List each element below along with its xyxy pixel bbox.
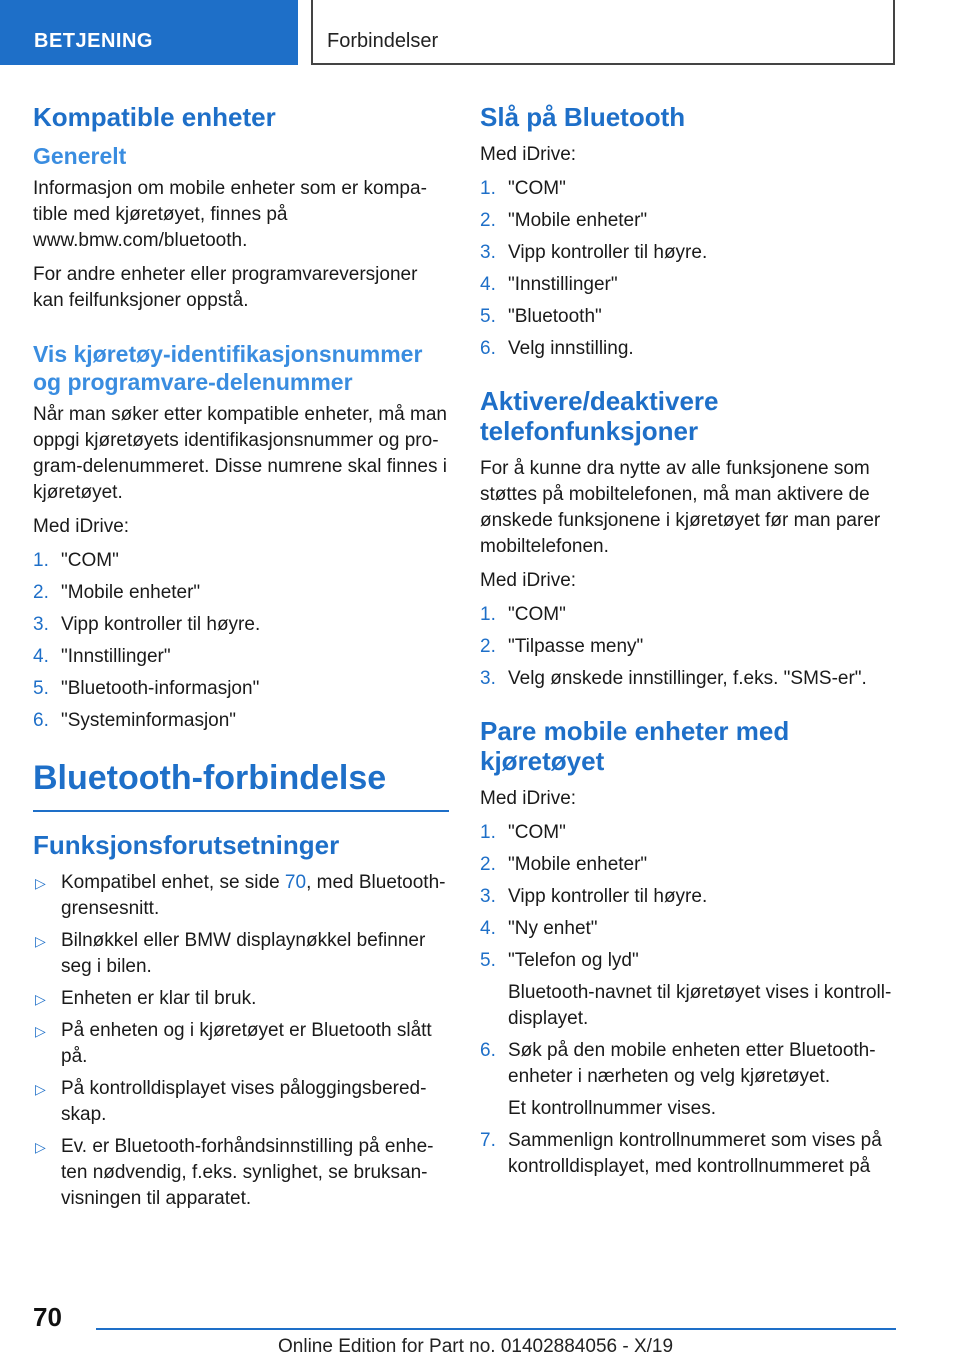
list-item [33,1134,449,1212]
list-item [480,666,896,692]
list-item [33,708,449,734]
list-item [33,676,449,702]
step-number: 4. [33,646,49,667]
vin-paragraph-2: Med iDrive: [33,516,130,537]
step-number: 1. [33,550,49,571]
step-text: Søk på den mobile enheten etter Bluetooth-enheter i nærheten og velg kjøretøyet. [508,1040,876,1087]
prereq-text: , med Bluetooth-grensesnitt. [61,872,446,919]
triangle-bullet-icon: ▷ [35,933,46,949]
step-number: 1. [480,604,496,625]
step-text: Vipp kontroller til høyre. [508,886,708,907]
triangle-bullet-icon: ▷ [35,1023,46,1039]
pair-step-6-note: Et kontrollnummer vises. [508,1098,717,1119]
step-number: 4. [480,918,496,939]
step-text: "Mobile enheter" [508,210,648,231]
prereq-text: Enheten er klar til bruk. [61,988,257,1009]
heading-general: Generelt [33,143,127,169]
step-text: "Ny enhet" [508,918,598,939]
step-text: "COM" [508,604,566,625]
general-paragraph-1: Informasjon om mobile enheter som er kompatible med kjøretøyet, finnes på www.bmw.com/bluetooth. [33,178,427,251]
left-column [33,102,449,1218]
phone-steps-list [480,602,896,692]
list-item [33,548,449,574]
list-item [480,208,896,234]
footer-edition: Online Edition for Part no. 01402884056 - X/19 [278,1336,674,1357]
step-number: 5. [33,678,49,699]
list-item [480,272,896,298]
step-text: "Telefon og lyd" [508,950,639,971]
prereq-text: På kontrolldisplayet vises påloggingsberedskap. [61,1078,427,1125]
page-link[interactable]: 70 [284,872,307,893]
step-number: 6. [33,710,49,731]
step-number: 2. [480,636,496,657]
step-number: 1. [480,822,496,843]
step-text: Velg ønskede innstillinger, f.eks. "SMS-er". [508,668,867,689]
bton-paragraph: Med iDrive: [480,144,577,165]
list-item [33,612,449,638]
step-text: "Innstillinger" [61,646,171,667]
prereq-text: Bilnøkkel eller BMW displaynøkkel befinner seg i bilen. [61,930,426,977]
pair-steps-list [480,820,896,974]
list-item [480,948,896,974]
step-number: 3. [33,614,49,635]
triangle-bullet-icon: ▷ [35,1081,46,1097]
list-item [480,820,896,846]
list-item [33,580,449,606]
step-number: 3. [480,668,496,689]
right-column [480,102,896,1186]
vin-paragraph-1: Når man søker etter kompatible enheter, må man oppgi kjøretøyets identifikasjonsnummer og program-delenummeret. Disse numrene skal finnes i kjøretøyet. [33,404,447,503]
page-number: 70 [33,1302,62,1332]
footer-rule [96,1328,896,1330]
pair-steps-list-cont-2 [480,1128,896,1180]
step-text: "Systeminformasjon" [61,710,237,731]
heading-bluetooth-on: Slå på Bluetooth [480,102,686,132]
step-text: Vipp kontroller til høyre. [508,242,708,263]
list-item [480,1038,896,1090]
step-number: 7. [480,1130,496,1151]
heading-bluetooth-connection: Bluetooth-forbindelse [33,758,449,812]
section-title: Forbindelser [311,0,895,65]
triangle-bullet-icon: ▷ [35,875,46,891]
list-item [480,884,896,910]
prereq-text: Ev. er Bluetooth-forhåndsinnstilling på enheten nødvendig, f.eks. synlighet, se bruksanvisningen til apparatet. [61,1136,434,1209]
step-number: 1. [480,178,496,199]
step-number: 5. [480,306,496,327]
step-text: "COM" [508,822,566,843]
prerequisites-list [33,870,449,1212]
phone-paragraph-1: For å kunne dra nytte av alle funksjonene som støttes på mobiltelefonen, må man aktivere de ønskede funksjonene i kjøretøyet før man parer mobiltelefonen. [480,458,881,557]
step-number: 3. [480,886,496,907]
step-number: 6. [480,338,496,359]
heading-prerequisites: Funksjonsforutsetninger [33,830,340,860]
step-text: "Tilpasse meny" [508,636,644,657]
step-text: Sammenlign kontrollnummeret som vises på kontrolldisplayet, med kontrollnummeret på [508,1130,882,1177]
list-item [33,870,449,922]
list-item [480,240,896,266]
list-item [33,928,449,980]
step-text: "COM" [61,550,119,571]
triangle-bullet-icon: ▷ [35,1139,46,1155]
list-item [33,644,449,670]
heading-phone-functions: Aktivere/deaktivere telefonfunksjoner [480,386,719,446]
step-number: 3. [480,242,496,263]
list-item [480,1128,896,1180]
prereq-text: På enheten og i kjøretøyet er Bluetooth slått på. [61,1020,432,1067]
step-number: 6. [480,1040,496,1061]
step-text: Velg innstilling. [508,338,634,359]
list-item [480,634,896,660]
step-text: "Bluetooth" [508,306,602,327]
pair-step-5-note: Bluetooth-navnet til kjøretøyet vises i kontrolldisplayet. [508,982,892,1029]
step-number: 5. [480,950,496,971]
step-text: Vipp kontroller til høyre. [61,614,261,635]
list-item [33,1018,449,1070]
list-item [480,304,896,330]
step-text: "COM" [508,178,566,199]
step-text: "Mobile enheter" [61,582,201,603]
step-number: 4. [480,274,496,295]
list-item [33,1076,449,1128]
list-item [480,336,896,362]
step-number: 2. [480,854,496,875]
pair-paragraph: Med iDrive: [480,788,577,809]
list-item [480,916,896,942]
list-item [480,852,896,878]
heading-vin: Vis kjøretøy-identifikasjonsnummer og programvare-delenummer [33,341,423,395]
heading-pair-devices: Pare mobile enheter med kjøretøyet [480,716,790,776]
list-item [480,602,896,628]
bton-steps-list [480,176,896,362]
general-paragraph-2: For andre enheter eller programvareversjoner kan feilfunksjoner oppstå. [33,264,418,311]
list-item [33,986,449,1012]
step-number: 2. [33,582,49,603]
step-number: 2. [480,210,496,231]
phone-paragraph-2: Med iDrive: [480,570,577,591]
triangle-bullet-icon: ▷ [35,991,46,1007]
prereq-text: Kompatibel enhet, se side [61,872,285,893]
vin-steps-list [33,548,449,734]
step-text: "Innstillinger" [508,274,618,295]
list-item [480,176,896,202]
step-text: "Mobile enheter" [508,854,648,875]
chapter-tab: BETJENING [0,0,298,65]
step-text: "Bluetooth-informasjon" [61,678,260,699]
pair-steps-list-cont [480,1038,896,1090]
heading-compatible-devices: Kompatible enheter [33,102,276,132]
